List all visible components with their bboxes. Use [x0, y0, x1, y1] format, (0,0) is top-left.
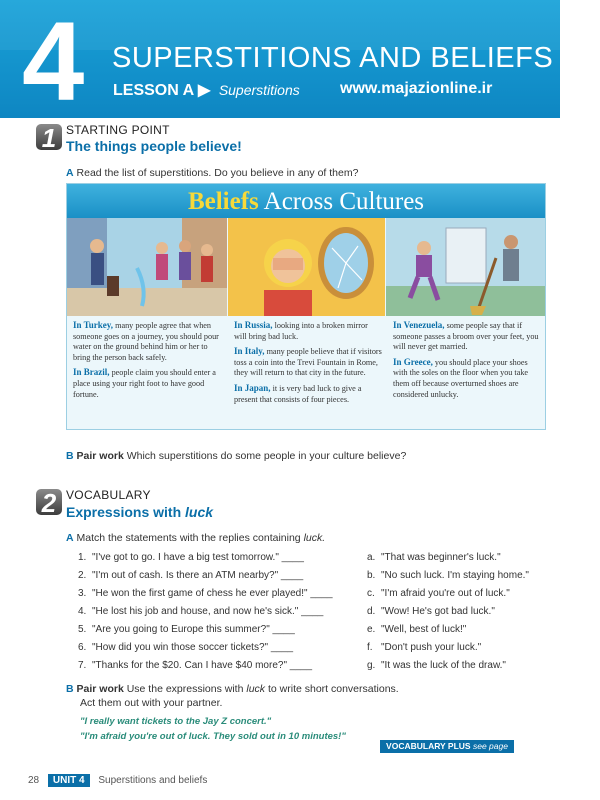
country-greece: In Greece,: [393, 356, 433, 367]
illustration-title-bold: Beliefs: [187, 188, 259, 215]
lesson-prefix: LESSON A ▶: [113, 82, 211, 99]
statement-text: "I'm out of cash. Is there an ATM nearby?" ____: [92, 570, 304, 581]
statement-5: [78, 624, 295, 635]
statement-number: 1.: [78, 552, 87, 563]
statement-1: [78, 552, 304, 563]
caption-col-2: [234, 316, 382, 426]
pair-text-2: to write short conversations.: [267, 683, 399, 695]
panel-turkey-brazil: [67, 218, 227, 316]
illustration-title-rest: Across Cultures: [263, 188, 425, 215]
statement-text: "Thanks for the $20. Can I have $40 more?" ____: [92, 660, 313, 671]
brazil-text: people claim you should enter a place using your right foot to have good fortune.: [73, 368, 216, 399]
broken-mirror-image: [228, 218, 385, 316]
reply-letter: d.: [367, 606, 376, 617]
country-italy: In Italy,: [234, 346, 265, 357]
statement-text: "He lost his job and house, and now he's sick." ____: [92, 606, 324, 617]
statement-7: [78, 660, 312, 671]
statement-text: "He won the first game of chess he ever played!" ____: [92, 588, 333, 599]
unit-title: SUPERSTITIONS AND BELIEFS: [112, 42, 554, 74]
unit-number: 4: [22, 0, 81, 124]
reply-g: [367, 660, 506, 671]
instruction-word: luck.: [303, 532, 326, 544]
section-1-number: 1: [36, 124, 62, 150]
reply-d: [367, 606, 495, 617]
street-scene-image: [67, 218, 227, 316]
caption-col-1: [73, 316, 223, 426]
statement-number: 2.: [78, 570, 87, 581]
page-footer: [28, 774, 207, 787]
japan-text: it is very bad luck to give a present that consists of four pieces.: [234, 383, 362, 404]
reply-c: [367, 588, 510, 599]
statement-text: "Are you going to Europe this summer?" ____: [92, 624, 295, 635]
reply-letter: f.: [367, 642, 373, 653]
beliefs-illustration: [66, 183, 546, 430]
country-russia: In Russia,: [234, 320, 273, 330]
reply-text: "Wow! He's got bad luck.": [381, 606, 495, 617]
instruction-letter: A: [66, 532, 74, 544]
unit-tag: UNIT 4: [48, 774, 90, 787]
panel-russia-italy-japan: [228, 218, 385, 316]
broom-scene-image: [386, 218, 545, 316]
section-2-pair-work: [66, 683, 399, 695]
vocabulary-plus-badge: [380, 740, 514, 764]
reply-a: [367, 552, 501, 563]
statement-text: "I've got to go. I have a big test tomorrow." ____: [92, 552, 304, 563]
country-brazil: In Brazil,: [73, 367, 110, 378]
statement-number: 7.: [78, 660, 87, 671]
pair-letter: B: [66, 683, 74, 695]
reply-text: "Don't push your luck.": [381, 642, 482, 653]
reply-text: "It was the luck of the draw.": [381, 660, 506, 671]
statement-number: 3.: [78, 588, 87, 599]
statement-2: [78, 570, 303, 581]
russia-text: looking into a broken mirror will bring bad luck.: [234, 321, 368, 341]
pair-label: Pair work: [76, 450, 124, 462]
pair-letter: B: [66, 450, 74, 462]
illustration-title: [67, 188, 545, 216]
example-line-1: "I really want tickets to the Jay Z concert.": [80, 716, 272, 727]
reply-b: [367, 570, 529, 581]
instruction-letter: A: [66, 167, 74, 179]
turkey-text: many people agree that when someone goes on a journey, you should pour water on the ground behind him or her to bring the person back safely.: [73, 321, 219, 362]
statement-text: "How did you win those soccer tickets?" ____: [92, 642, 294, 653]
illustration-header: [67, 184, 545, 218]
pair-text: Which superstitions do some people in your culture believe?: [126, 450, 407, 462]
pair-label: Pair work: [76, 683, 124, 695]
reply-letter: e.: [367, 624, 376, 635]
country-venezuela: In Venezuela,: [393, 320, 445, 330]
panel-venezuela-greece: [386, 218, 545, 316]
example-line-2: "I'm afraid you're out of luck. They sold out in 10 minutes!": [80, 731, 346, 742]
country-japan: In Japan,: [234, 382, 271, 393]
section-1-title: The things people believe!: [66, 138, 242, 154]
statement-number: 5.: [78, 624, 87, 635]
section-2-number: 2: [36, 489, 62, 515]
section-2-title-main: Expressions with: [66, 504, 182, 520]
reply-letter: b.: [367, 570, 376, 581]
reply-f: [367, 642, 481, 653]
vocab-plus-ref: see page 133: [439, 741, 508, 764]
lesson-line: [113, 80, 300, 100]
caption-col-3: [393, 316, 541, 426]
lesson-name: Superstitions: [218, 82, 300, 98]
unit-banner: [0, 0, 560, 124]
greece-text: you should place your shoes with the soles on the floor when you take them off because overturned shoes are considered unlucky.: [393, 357, 529, 399]
section-2-label: VOCABULARY: [66, 488, 151, 502]
reply-text: "That was beginner's luck.": [381, 552, 501, 563]
statement-3: [78, 588, 333, 599]
italy-text: many people believe that if visitors toss a coin into the Trevi Fountain in Rome, they will return to that city in the future.: [234, 347, 382, 378]
section-2-instruction: [66, 532, 325, 544]
statement-6: [78, 642, 293, 653]
reply-text: "I'm afraid you're out of luck.": [381, 588, 510, 599]
section-1-instruction: [66, 167, 358, 179]
reply-text: "Well, best of luck!": [381, 624, 467, 635]
instruction-text: Read the list of superstitions. Do you believe in any of them?: [76, 167, 359, 179]
reply-letter: c.: [367, 588, 375, 599]
pair-text-3: Act them out with your partner.: [80, 697, 223, 709]
instruction-text: Match the statements with the replies containing: [76, 532, 301, 544]
pair-text-1: Use the expressions with: [126, 683, 244, 695]
statement-4: [78, 606, 323, 617]
section-1-pair-work: [66, 450, 406, 462]
footer-unit-title: Superstitions and beliefs: [98, 775, 208, 786]
vocab-plus-label: VOCABULARY PLUS: [386, 741, 471, 751]
page-number: 28: [28, 775, 40, 786]
section-1-label: STARTING POINT: [66, 123, 170, 137]
section-2-title-word: luck: [185, 504, 214, 520]
section-2-title: [66, 504, 213, 520]
country-turkey: In Turkey,: [73, 320, 114, 330]
statement-number: 6.: [78, 642, 87, 653]
reply-letter: g.: [367, 660, 376, 671]
reply-text: "No such luck. I'm staying home.": [381, 570, 529, 581]
venezuela-text: some people say that if someone passes a broom over your feet, you will never get married.: [393, 321, 539, 352]
watermark: www.majazionline.ir: [340, 80, 493, 97]
pair-word: luck: [246, 683, 266, 695]
reply-letter: a.: [367, 552, 376, 563]
reply-e: [367, 624, 466, 635]
statement-number: 4.: [78, 606, 87, 617]
